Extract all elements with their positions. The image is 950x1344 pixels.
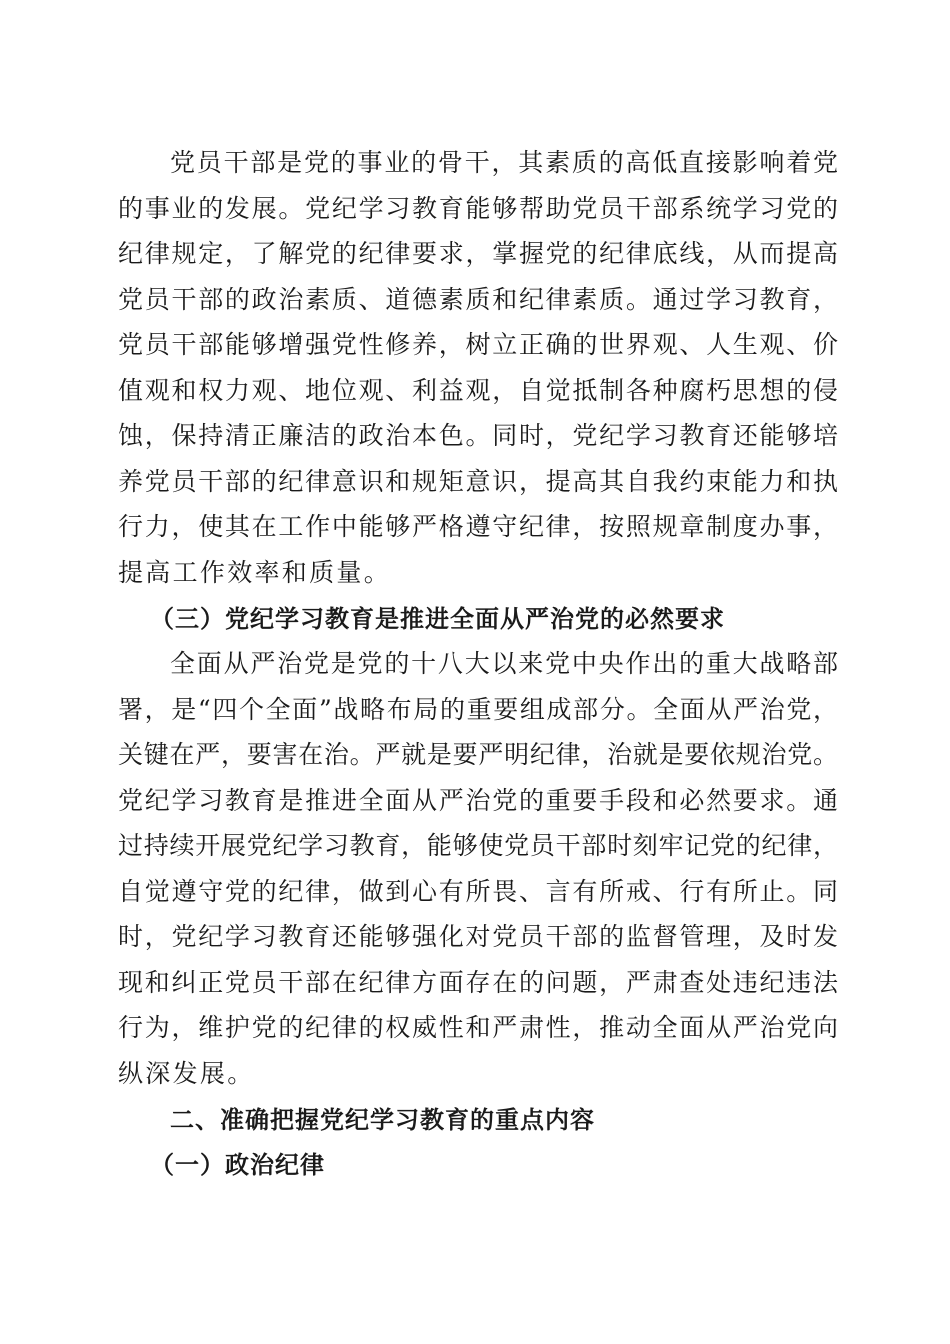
paragraph-line: 署，是“四个全面”战略布局的重要组成部分。全面从严治党，	[118, 695, 838, 724]
paragraph-line: 全面从严治党是党的十八大以来党中央作出的重大战略部	[170, 649, 838, 678]
subheading-1: （一）政治纪律	[150, 1151, 325, 1179]
paragraph-line: 行为，维护党的纪律的权威性和严肃性，推动全面从严治党向	[118, 1013, 838, 1042]
paragraph-line: 党员干部的政治素质、道德素质和纪律素质。通过学习教育，	[118, 285, 838, 314]
paragraph-line: 党纪学习教育是推进全面从严治党的重要手段和必然要求。通	[118, 786, 838, 815]
paragraph-line: 自觉遵守党的纪律，做到心有所畏、言有所戒、行有所止。同	[118, 877, 838, 906]
paragraph-line: 的事业的发展。党纪学习教育能够帮助党员干部系统学习党的	[118, 194, 838, 223]
paragraph-line: 提高工作效率和质量。	[118, 558, 392, 587]
subheading-3: （三）党纪学习教育是推进全面从严治党的必然要求	[150, 605, 725, 633]
paragraph-line: 纵深发展。	[118, 1059, 255, 1088]
paragraph-line: 养党员干部的纪律意识和规矩意识，提高其自我约束能力和执	[118, 467, 838, 496]
paragraph-line: 党员干部能够增强党性修养，树立正确的世界观、人生观、价	[118, 330, 838, 359]
paragraph-line: 蚀，保持清正廉洁的政治本色。同时，党纪学习教育还能够培	[118, 421, 838, 450]
paragraph-line: 现和纠正党员干部在纪律方面存在的问题，严肃查处违纪违法	[118, 968, 838, 997]
paragraph-line: 纪律规定，了解党的纪律要求，掌握党的纪律底线，从而提高	[118, 239, 838, 268]
paragraph-line: 关键在严，要害在治。严就是要严明纪律，治就是要依规治党。	[118, 740, 838, 769]
paragraph-line: 值观和权力观、地位观、利益观，自觉抵制各种腐朽思想的侵	[118, 376, 838, 405]
paragraph-line: 党员干部是党的事业的骨干，其素质的高低直接影响着党	[170, 148, 838, 177]
paragraph-line: 行力，使其在工作中能够严格遵守纪律，按照规章制度办事，	[118, 512, 838, 541]
paragraph-line: 过持续开展党纪学习教育，能够使党员干部时刻牢记党的纪律，	[118, 831, 838, 860]
section-heading: 二、准确把握党纪学习教育的重点内容	[170, 1106, 595, 1134]
paragraph-line: 时，党纪学习教育还能够强化对党员干部的监督管理，及时发	[118, 922, 838, 951]
